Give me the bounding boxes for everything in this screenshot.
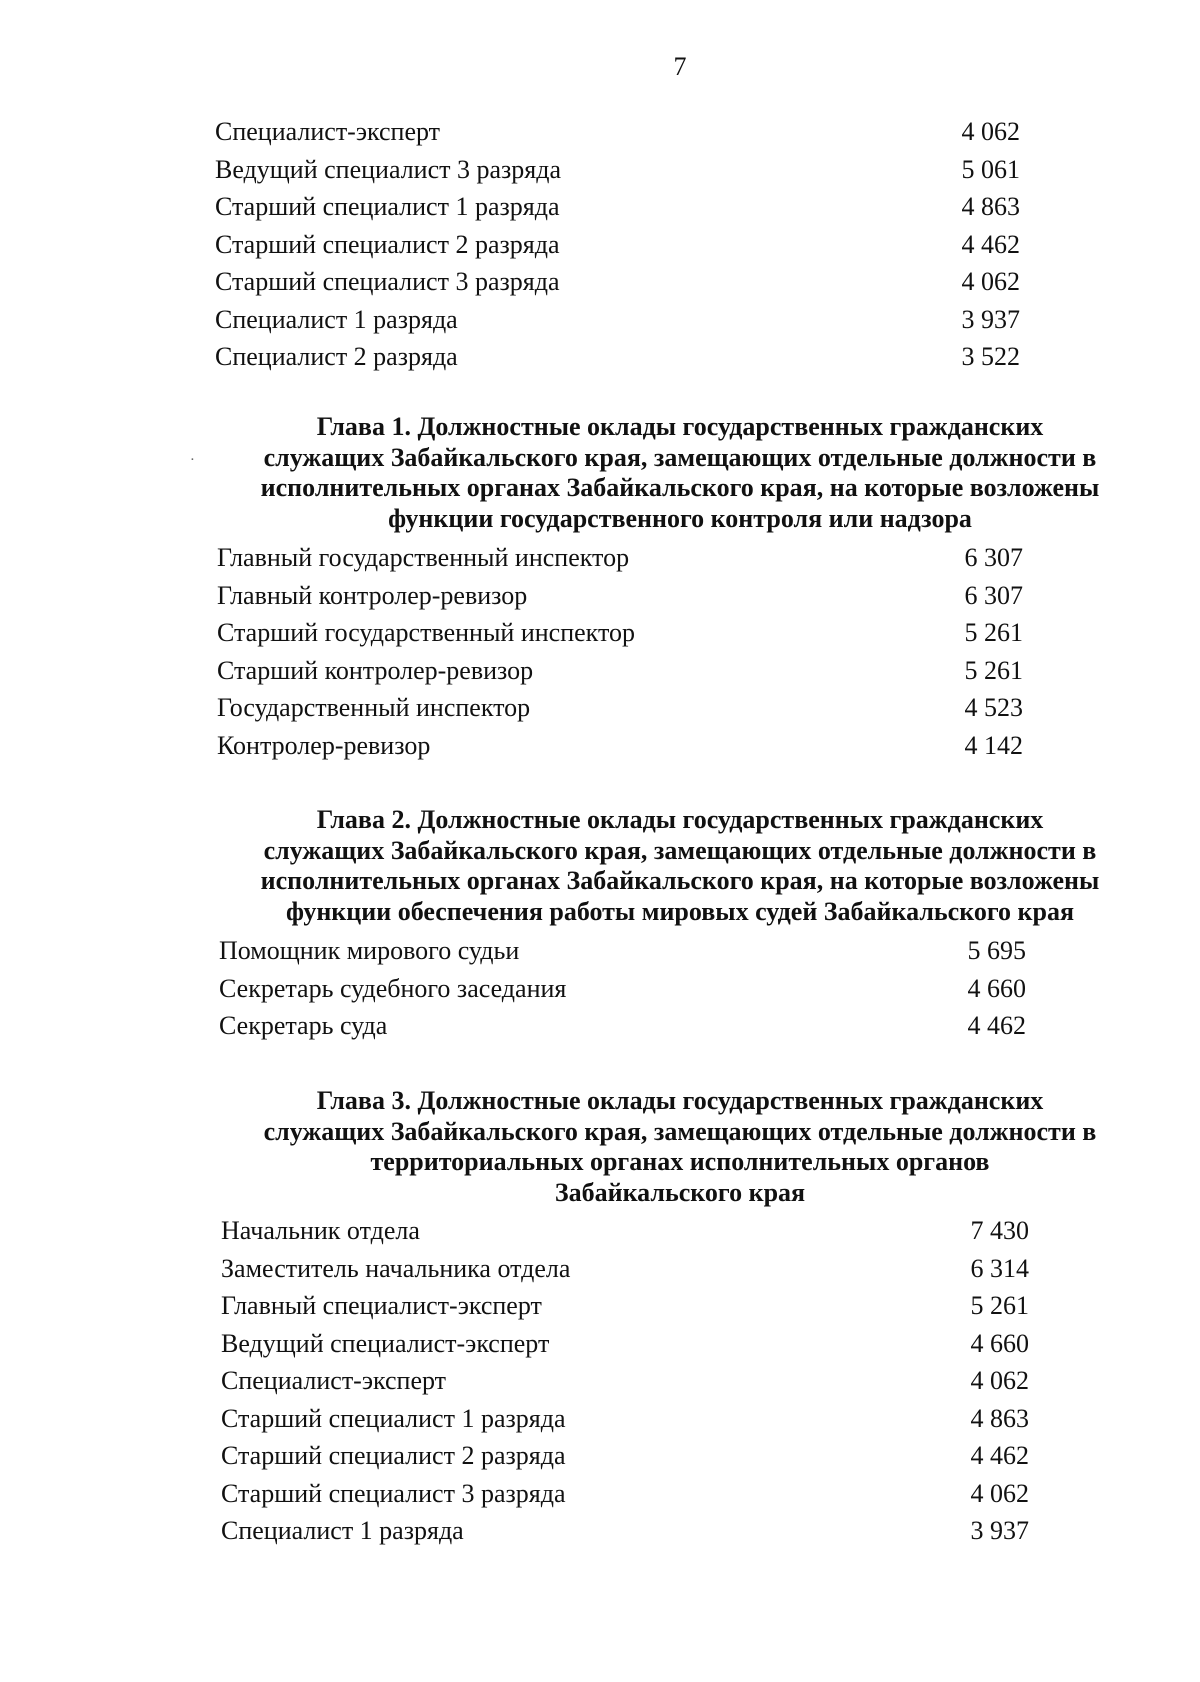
position-title: Старший специалист 2 разряда [221, 1441, 566, 1470]
salary-row [0, 652, 1200, 690]
heading-line: территориальных органах исполнительных органов [370, 1147, 990, 1176]
salary-value: 7 430 [970, 1216, 1029, 1245]
salary-value: 6 307 [964, 580, 1023, 610]
heading-line: функции государственного контроля или надзора [388, 503, 972, 533]
position-title: Специалист 2 разряда [215, 342, 458, 371]
position-title: Старший контролер-ревизор [217, 655, 534, 685]
scan-speck: ⋅ [190, 453, 195, 468]
heading-line: Глава 2. Должностные оклады государственных гражданских [316, 805, 1044, 834]
salary-row [0, 1437, 1200, 1475]
salary-value: 4 062 [961, 117, 1020, 146]
salary-row [0, 539, 1200, 577]
salary-value: 4 462 [970, 1441, 1029, 1470]
heading-line: Забайкальского края [554, 1177, 806, 1207]
salary-value: 3 937 [961, 304, 1020, 334]
salary-row [0, 1287, 1200, 1325]
heading-line: функции обеспечения работы мировых судей Забайкальского края [285, 896, 1075, 926]
position-title: Старший специалист 2 разряда [215, 229, 560, 259]
salary-value: 4 142 [964, 730, 1023, 760]
salary-list-section0 [0, 113, 1200, 376]
salary-row [0, 1362, 1200, 1400]
salary-row [0, 970, 1200, 1008]
heading-line: Глава 1. Должностные оклады государственных гражданских [316, 412, 1044, 441]
salary-value: 5 061 [961, 154, 1020, 184]
salary-row [0, 1400, 1200, 1438]
salary-value: 5 261 [964, 618, 1023, 647]
salary-value: 4 462 [967, 1011, 1026, 1040]
salary-row [0, 113, 1200, 151]
salary-value: 6 307 [964, 543, 1023, 572]
salary-value: 4 863 [961, 192, 1020, 221]
position-title: Специалист-эксперт [215, 117, 440, 146]
position-title: Начальник отдела [221, 1216, 420, 1245]
salary-row [0, 614, 1200, 652]
position-title: Специалист 1 разряда [215, 304, 458, 334]
position-title: Главный государственный инспектор [217, 543, 630, 572]
salary-value: 4 462 [961, 229, 1020, 259]
salary-row [0, 727, 1200, 765]
position-title: Главный специалист-эксперт [221, 1291, 542, 1320]
salary-value: 3 522 [961, 342, 1020, 371]
salary-value: 5 695 [967, 936, 1026, 965]
salary-value: 6 314 [970, 1253, 1029, 1283]
salary-row [0, 1007, 1200, 1045]
salary-value: 5 261 [964, 655, 1023, 685]
position-title: Главный контролер-ревизор [217, 580, 528, 610]
position-title: Старший специалист 3 разряда [221, 1478, 566, 1508]
salary-row [0, 1512, 1200, 1550]
position-title: Помощник мирового судьи [219, 936, 520, 965]
position-title: Ведущий специалист 3 разряда [215, 154, 562, 184]
salary-row [0, 932, 1200, 970]
salary-list-chapter3 [0, 1212, 1200, 1550]
salary-value: 4 660 [967, 973, 1026, 1003]
salary-value: 4 523 [964, 693, 1023, 722]
position-title: Старший государственный инспектор [217, 618, 635, 647]
salary-row [0, 1212, 1200, 1250]
position-title: Специалист-эксперт [221, 1366, 446, 1395]
salary-value: 4 062 [970, 1366, 1029, 1395]
salary-value: 4 660 [970, 1328, 1029, 1358]
position-title: Секретарь судебного заседания [219, 973, 567, 1003]
chapter3-heading [200, 1086, 1160, 1208]
salary-value: 4 062 [970, 1478, 1029, 1508]
salary-row [0, 188, 1200, 226]
position-title: Государственный инспектор [217, 693, 531, 722]
salary-row [0, 338, 1200, 376]
salary-value: 5 261 [970, 1291, 1029, 1320]
salary-list-chapter2 [0, 932, 1200, 1045]
heading-line: служащих Забайкальского края, замещающих отдельные должности в [263, 1116, 1097, 1146]
salary-row [0, 1475, 1200, 1513]
heading-line: служащих Забайкальского края, замещающих отдельные должности в [263, 442, 1097, 472]
position-title: Заместитель начальника отдела [221, 1253, 571, 1283]
position-title: Ведущий специалист-эксперт [221, 1328, 550, 1358]
heading-line: исполнительных органах Забайкальского края, на которые возложены [260, 866, 1100, 895]
position-title: Старший специалист 3 разряда [215, 267, 560, 296]
page-number: 7 [673, 52, 687, 81]
position-title: Старший специалист 1 разряда [215, 192, 560, 221]
salary-row [0, 226, 1200, 264]
salary-row [0, 577, 1200, 615]
salary-row [0, 1325, 1200, 1363]
salary-row [0, 301, 1200, 339]
chapter2-heading [200, 805, 1160, 927]
salary-row [0, 151, 1200, 189]
heading-line: исполнительных органах Забайкальского края, на которые возложены [260, 473, 1100, 502]
salary-row [0, 1250, 1200, 1288]
salary-row [0, 263, 1200, 301]
salary-row [0, 689, 1200, 727]
position-title: Старший специалист 1 разряда [221, 1403, 566, 1433]
heading-line: Глава 3. Должностные оклады государственных гражданских [316, 1086, 1044, 1115]
salary-value: 4 062 [961, 267, 1020, 296]
position-title: Специалист 1 разряда [221, 1516, 464, 1545]
salary-value: 4 863 [970, 1403, 1029, 1433]
position-title: Контролер-ревизор [217, 730, 431, 760]
salary-value: 3 937 [970, 1516, 1029, 1545]
heading-line: служащих Забайкальского края, замещающих отдельные должности в [263, 835, 1097, 865]
position-title: Секретарь суда [219, 1011, 388, 1040]
chapter1-heading [200, 412, 1160, 534]
salary-list-chapter1 [0, 539, 1200, 764]
